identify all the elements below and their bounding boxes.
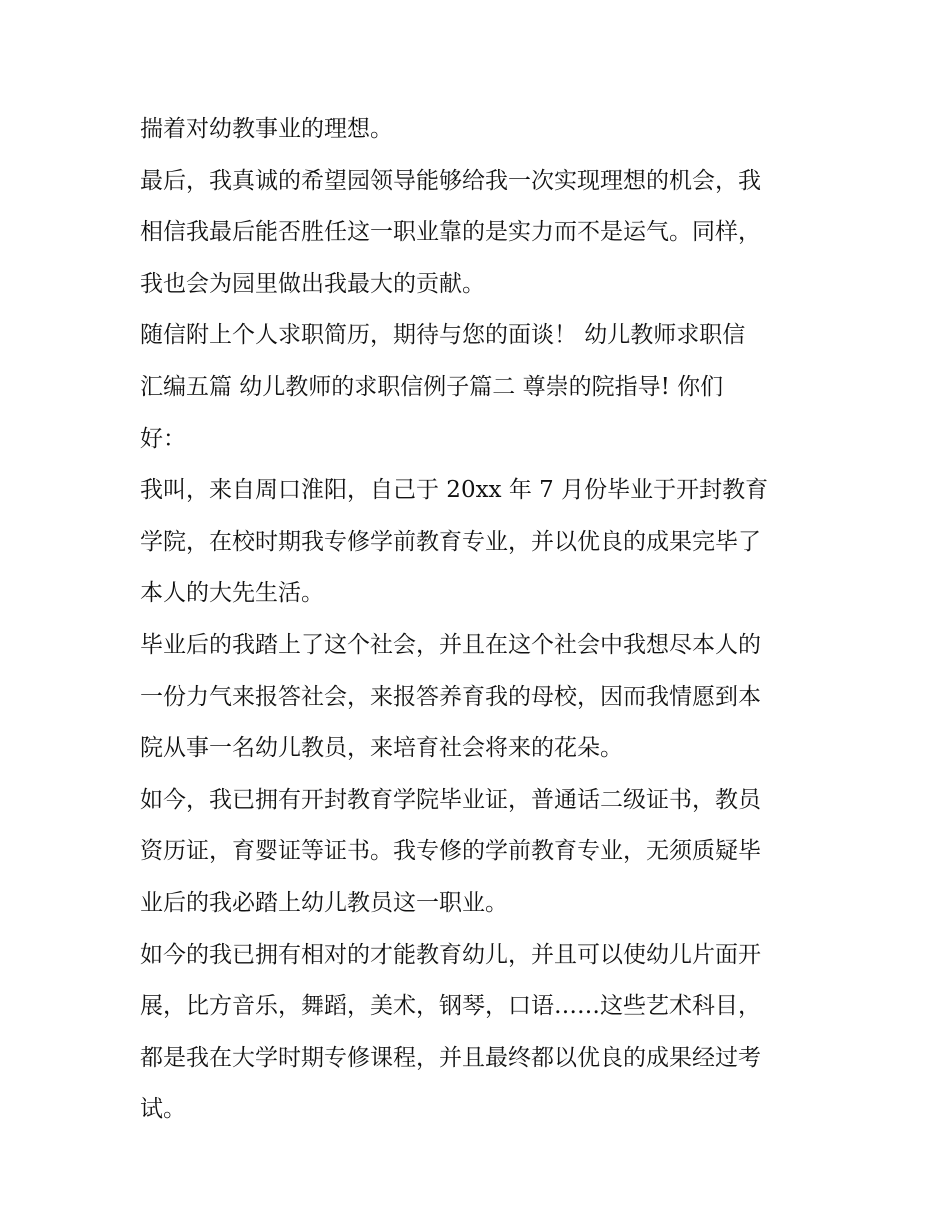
text-line: 一份力气来报答社会，来报答养育我的母校，因而我情愿到本 <box>140 683 761 710</box>
text-line: 都是我在大学时期专修课程，并且最终都以优良的成果经过考 <box>140 1044 761 1071</box>
paragraph <box>140 465 820 620</box>
text-line: 揣着对幼教事业的理想。 <box>140 116 393 142</box>
paragraph <box>140 620 820 775</box>
text-line: 资历证，育婴证等证书。我专修的学前教育专业，无须质疑毕 <box>140 838 761 865</box>
document-body <box>140 104 820 1136</box>
text-line: 汇编五篇 幼儿教师的求职信例子篇二 尊崇的院指导! 你们 <box>140 373 724 400</box>
text-line: 我叫，来自周口淮阳，自己于 20xx 年 7 月份毕业于开封教育 <box>140 477 769 504</box>
text-line: 学院，在校时期我专修学前教育专业，并以优良的成果完毕了 <box>140 528 761 555</box>
text-line: 相信我最后能否胜任这一职业靠的是实力而不是运气。同样， <box>140 219 761 246</box>
text-line: 最后，我真诚的希望园领导能够给我一次实现理想的机会，我 <box>140 167 761 194</box>
paragraph <box>140 156 820 311</box>
text-line: 如今的我已拥有相对的才能教育幼儿，并且可以使幼儿片面开 <box>140 941 761 968</box>
text-line: 试。 <box>140 1096 186 1123</box>
text-line: 随信附上个人求职简历，期待与您的面谈！ 幼儿教师求职信 <box>140 322 746 349</box>
text-line: 如今，我已拥有开封教育学院毕业证，普通话二级证书，教员 <box>140 786 761 813</box>
paragraph <box>140 775 820 930</box>
paragraph <box>140 310 820 465</box>
text-line: 院从事一名幼儿教员，来培育社会将来的花朵。 <box>140 735 623 762</box>
text-line: 我也会为园里做出我最大的贡献。 <box>140 270 485 297</box>
paragraph <box>140 930 820 1136</box>
text-line: 展，比方音乐，舞蹈，美术，钢琴，口语……这些艺术科目， <box>140 993 761 1020</box>
text-line: 本人的大先生活。 <box>140 580 324 607</box>
text-line: 好： <box>140 425 186 452</box>
text-line: 业后的我必踏上幼儿教员这一职业。 <box>140 889 508 916</box>
text-line: 毕业后的我踏上了这个社会，并且在这个社会中我想尽本人的 <box>140 631 761 658</box>
paragraph <box>140 104 820 156</box>
